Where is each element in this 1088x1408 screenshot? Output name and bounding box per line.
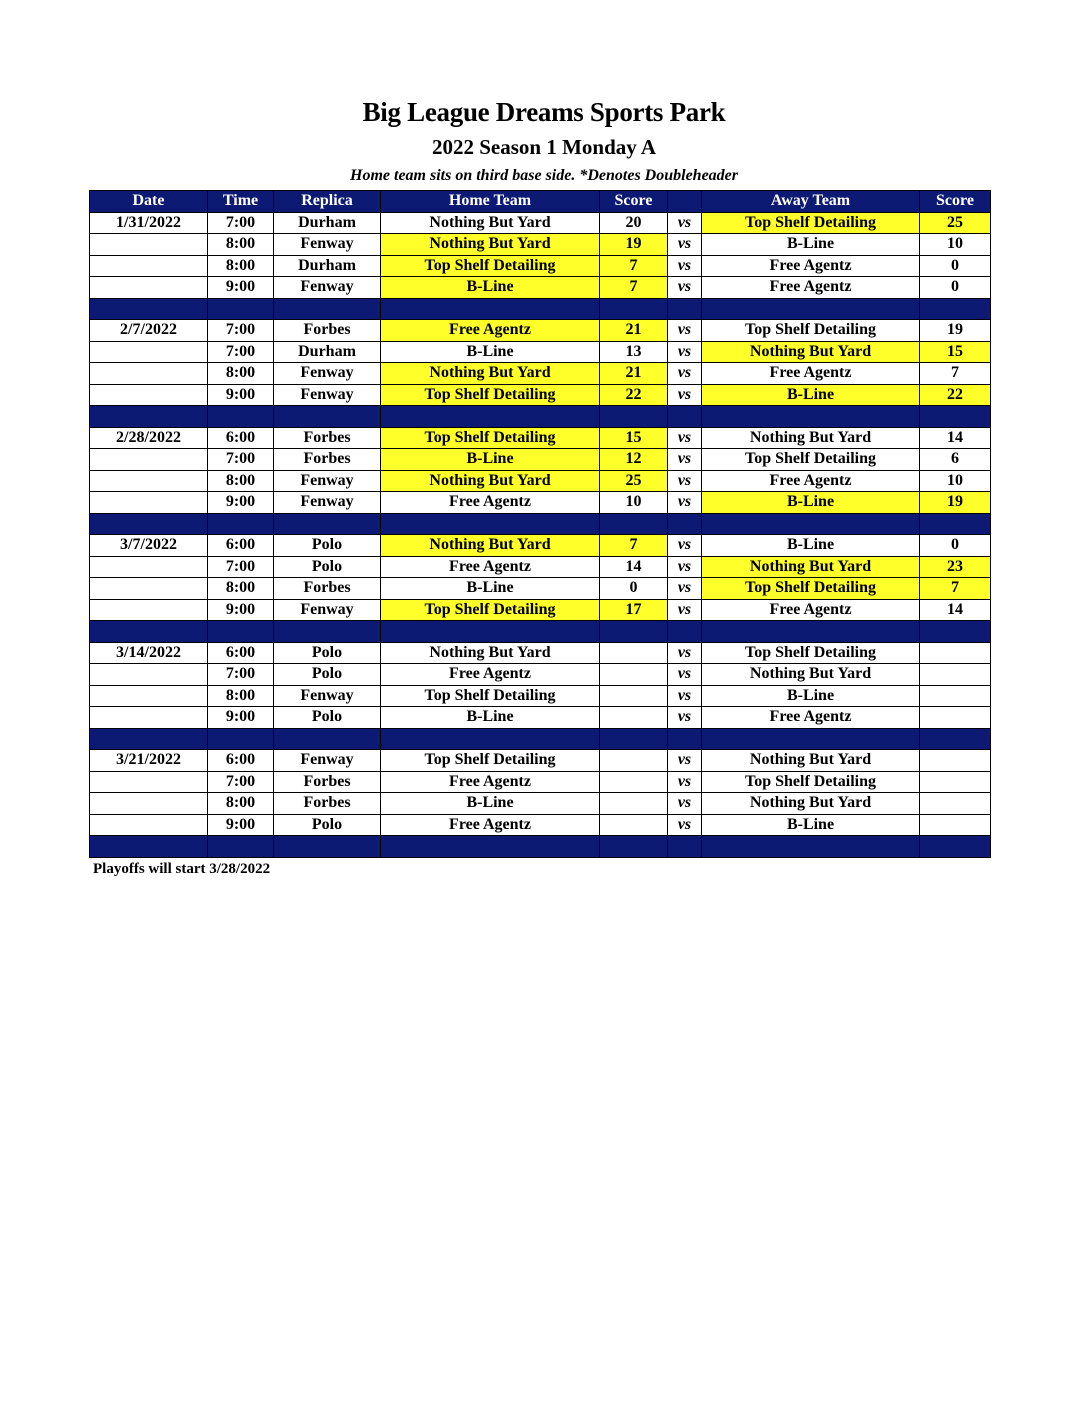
date-cell <box>90 341 208 363</box>
replica-field-cell: Forbes <box>274 578 381 600</box>
replica-field-cell: Forbes <box>274 793 381 815</box>
home-score-cell <box>600 771 668 793</box>
replica-field-cell: Fenway <box>274 470 381 492</box>
replica-field-cell: Fenway <box>274 492 381 514</box>
separator-cell <box>90 621 208 643</box>
date-cell: 3/7/2022 <box>90 535 208 557</box>
away-team-cell: Free Agentz <box>702 599 920 621</box>
away-score-cell: 22 <box>920 384 991 406</box>
time-cell: 6:00 <box>208 427 274 449</box>
away-team-cell: B-Line <box>702 685 920 707</box>
vs-cell: vs <box>668 212 702 234</box>
separator-cell <box>208 728 274 750</box>
separator-cell <box>90 298 208 320</box>
separator-cell <box>920 728 991 750</box>
separator-cell <box>381 728 600 750</box>
away-score-cell <box>920 707 991 729</box>
time-cell: 7:00 <box>208 556 274 578</box>
week-separator-row <box>90 298 991 320</box>
vs-cell: vs <box>668 234 702 256</box>
home-team-cell: Nothing But Yard <box>381 212 600 234</box>
separator-cell <box>208 621 274 643</box>
vs-cell: vs <box>668 492 702 514</box>
away-score-cell <box>920 750 991 772</box>
game-row <box>90 449 991 471</box>
time-cell: 7:00 <box>208 341 274 363</box>
replica-field-cell: Polo <box>274 814 381 836</box>
separator-cell <box>274 513 381 535</box>
time-cell: 9:00 <box>208 492 274 514</box>
home-team-cell: B-Line <box>381 449 600 471</box>
date-cell <box>90 492 208 514</box>
game-row <box>90 664 991 686</box>
date-cell: 2/7/2022 <box>90 320 208 342</box>
week-separator-row <box>90 406 991 428</box>
separator-cell <box>208 406 274 428</box>
vs-cell: vs <box>668 664 702 686</box>
away-score-cell: 15 <box>920 341 991 363</box>
separator-cell <box>208 513 274 535</box>
home-score-cell: 7 <box>600 535 668 557</box>
vs-cell: vs <box>668 449 702 471</box>
replica-field-cell: Fenway <box>274 750 381 772</box>
time-cell: 7:00 <box>208 664 274 686</box>
home-team-cell: B-Line <box>381 793 600 815</box>
home-score-cell: 12 <box>600 449 668 471</box>
home-team-cell: B-Line <box>381 341 600 363</box>
separator-cell <box>600 836 668 858</box>
replica-field-cell: Forbes <box>274 427 381 449</box>
away-score-cell: 10 <box>920 470 991 492</box>
home-team-cell: Nothing But Yard <box>381 535 600 557</box>
home-score-cell: 13 <box>600 341 668 363</box>
home-team-cell: Top Shelf Detailing <box>381 599 600 621</box>
date-cell <box>90 234 208 256</box>
vs-cell: vs <box>668 535 702 557</box>
home-score-cell: 19 <box>600 234 668 256</box>
date-cell <box>90 556 208 578</box>
home-score-cell: 10 <box>600 492 668 514</box>
away-score-cell: 0 <box>920 255 991 277</box>
separator-cell <box>600 513 668 535</box>
time-cell: 6:00 <box>208 535 274 557</box>
away-team-cell: Nothing But Yard <box>702 341 920 363</box>
away-score-cell: 7 <box>920 363 991 385</box>
vs-cell: vs <box>668 363 702 385</box>
header-row <box>90 191 991 213</box>
replica-field-cell: Forbes <box>274 320 381 342</box>
away-score-cell: 19 <box>920 492 991 514</box>
separator-cell <box>274 621 381 643</box>
vs-cell: vs <box>668 814 702 836</box>
replica-field-cell: Polo <box>274 664 381 686</box>
game-row <box>90 535 991 557</box>
home-team-cell: Free Agentz <box>381 320 600 342</box>
separator-cell <box>381 513 600 535</box>
away-score-cell: 14 <box>920 599 991 621</box>
replica-field-cell: Fenway <box>274 685 381 707</box>
home-score-cell: 25 <box>600 470 668 492</box>
date-cell <box>90 384 208 406</box>
time-cell: 8:00 <box>208 363 274 385</box>
date-cell <box>90 664 208 686</box>
date-cell <box>90 363 208 385</box>
separator-cell <box>702 513 920 535</box>
time-cell: 9:00 <box>208 277 274 299</box>
vs-cell: vs <box>668 793 702 815</box>
separator-cell <box>90 728 208 750</box>
home-score-cell: 7 <box>600 277 668 299</box>
separator-cell <box>274 836 381 858</box>
time-cell: 7:00 <box>208 320 274 342</box>
away-team-cell: B-Line <box>702 234 920 256</box>
game-row <box>90 578 991 600</box>
away-score-cell: 10 <box>920 234 991 256</box>
date-cell <box>90 255 208 277</box>
time-cell: 8:00 <box>208 578 274 600</box>
home-team-cell: Top Shelf Detailing <box>381 427 600 449</box>
replica-field-cell: Polo <box>274 556 381 578</box>
week-separator-row <box>90 621 991 643</box>
time-cell: 7:00 <box>208 212 274 234</box>
away-score-cell: 14 <box>920 427 991 449</box>
away-score-cell <box>920 814 991 836</box>
away-team-cell: Top Shelf Detailing <box>702 642 920 664</box>
time-cell: 6:00 <box>208 642 274 664</box>
away-team-cell: Free Agentz <box>702 255 920 277</box>
vs-cell: vs <box>668 578 702 600</box>
home-score-cell <box>600 750 668 772</box>
vs-cell: vs <box>668 277 702 299</box>
home-score-cell: 7 <box>600 255 668 277</box>
game-row <box>90 384 991 406</box>
replica-field-cell: Forbes <box>274 771 381 793</box>
home-score-cell <box>600 793 668 815</box>
away-score-cell: 0 <box>920 535 991 557</box>
replica-field-cell: Fenway <box>274 277 381 299</box>
header-home-score: Score <box>600 191 668 213</box>
home-team-cell: Nothing But Yard <box>381 234 600 256</box>
separator-cell <box>702 406 920 428</box>
vs-cell: vs <box>668 750 702 772</box>
away-score-cell <box>920 771 991 793</box>
date-cell <box>90 599 208 621</box>
vs-cell: vs <box>668 642 702 664</box>
date-cell <box>90 793 208 815</box>
away-score-cell <box>920 642 991 664</box>
separator-cell <box>668 513 702 535</box>
away-team-cell: Nothing But Yard <box>702 556 920 578</box>
home-team-cell: Nothing But Yard <box>381 363 600 385</box>
page-title: Big League Dreams Sports Park <box>362 97 726 127</box>
game-row <box>90 556 991 578</box>
separator-cell <box>600 298 668 320</box>
date-cell: 3/14/2022 <box>90 642 208 664</box>
time-cell: 8:00 <box>208 793 274 815</box>
separator-cell <box>668 406 702 428</box>
separator-cell <box>381 836 600 858</box>
separator-cell <box>274 728 381 750</box>
home-team-cell: Free Agentz <box>381 771 600 793</box>
home-score-cell <box>600 664 668 686</box>
home-score-cell: 21 <box>600 363 668 385</box>
separator-cell <box>600 728 668 750</box>
away-team-cell: B-Line <box>702 384 920 406</box>
separator-cell <box>668 836 702 858</box>
date-cell <box>90 707 208 729</box>
vs-cell: vs <box>668 707 702 729</box>
separator-cell <box>90 406 208 428</box>
time-cell: 9:00 <box>208 384 274 406</box>
game-row <box>90 642 991 664</box>
week-separator-row <box>90 728 991 750</box>
vs-cell: vs <box>668 341 702 363</box>
header-home-team: Home Team <box>381 191 600 213</box>
home-team-cell: B-Line <box>381 578 600 600</box>
away-team-cell: Top Shelf Detailing <box>702 212 920 234</box>
header-replica: Replica <box>274 191 381 213</box>
vs-cell: vs <box>668 599 702 621</box>
replica-field-cell: Durham <box>274 341 381 363</box>
separator-cell <box>90 836 208 858</box>
replica-field-cell: Fenway <box>274 234 381 256</box>
separator-cell <box>920 406 991 428</box>
date-cell <box>90 771 208 793</box>
date-cell: 3/21/2022 <box>90 750 208 772</box>
game-row <box>90 277 991 299</box>
date-cell <box>90 277 208 299</box>
time-cell: 8:00 <box>208 255 274 277</box>
time-cell: 9:00 <box>208 814 274 836</box>
away-team-cell: B-Line <box>702 814 920 836</box>
game-row <box>90 750 991 772</box>
away-team-cell: Top Shelf Detailing <box>702 320 920 342</box>
game-row <box>90 427 991 449</box>
game-row <box>90 470 991 492</box>
time-cell: 7:00 <box>208 449 274 471</box>
away-score-cell <box>920 685 991 707</box>
replica-field-cell: Fenway <box>274 363 381 385</box>
game-row <box>90 212 991 234</box>
schedule-table <box>89 190 991 858</box>
separator-cell <box>90 513 208 535</box>
header-time: Time <box>208 191 274 213</box>
separator-cell <box>702 836 920 858</box>
away-team-cell: Free Agentz <box>702 470 920 492</box>
week-separator-row <box>90 836 991 858</box>
home-score-cell: 15 <box>600 427 668 449</box>
game-row <box>90 599 991 621</box>
away-score-cell: 19 <box>920 320 991 342</box>
game-row <box>90 707 991 729</box>
away-score-cell: 0 <box>920 277 991 299</box>
time-cell: 9:00 <box>208 599 274 621</box>
home-score-cell: 17 <box>600 599 668 621</box>
away-score-cell <box>920 793 991 815</box>
home-score-cell: 0 <box>600 578 668 600</box>
home-team-cell: Top Shelf Detailing <box>381 685 600 707</box>
away-team-cell: Top Shelf Detailing <box>702 449 920 471</box>
home-score-cell <box>600 642 668 664</box>
vs-cell: vs <box>668 255 702 277</box>
home-team-cell: Free Agentz <box>381 492 600 514</box>
away-score-cell: 23 <box>920 556 991 578</box>
separator-cell <box>702 298 920 320</box>
separator-cell <box>381 621 600 643</box>
header-date: Date <box>90 191 208 213</box>
home-score-cell: 14 <box>600 556 668 578</box>
time-cell: 6:00 <box>208 750 274 772</box>
header-away-team: Away Team <box>702 191 920 213</box>
vs-cell: vs <box>668 427 702 449</box>
replica-field-cell: Polo <box>274 642 381 664</box>
date-cell <box>90 814 208 836</box>
separator-cell <box>208 298 274 320</box>
game-row <box>90 363 991 385</box>
date-cell <box>90 449 208 471</box>
game-row <box>90 492 991 514</box>
separator-cell <box>274 298 381 320</box>
game-row <box>90 814 991 836</box>
date-cell: 2/28/2022 <box>90 427 208 449</box>
home-score-cell <box>600 814 668 836</box>
time-cell: 8:00 <box>208 685 274 707</box>
vs-cell: vs <box>668 556 702 578</box>
header-vs <box>668 191 702 213</box>
home-team-cell: B-Line <box>381 707 600 729</box>
page-subtitle: 2022 Season 1 Monday A <box>431 135 657 159</box>
home-team-cell: Nothing But Yard <box>381 642 600 664</box>
separator-cell <box>920 513 991 535</box>
away-team-cell: Top Shelf Detailing <box>702 771 920 793</box>
home-team-cell: B-Line <box>381 277 600 299</box>
date-cell <box>90 685 208 707</box>
home-team-cell: Free Agentz <box>381 814 600 836</box>
separator-cell <box>600 621 668 643</box>
away-team-cell: B-Line <box>702 535 920 557</box>
separator-cell <box>920 621 991 643</box>
separator-cell <box>208 836 274 858</box>
away-team-cell: Free Agentz <box>702 363 920 385</box>
time-cell: 8:00 <box>208 470 274 492</box>
replica-field-cell: Forbes <box>274 449 381 471</box>
vs-cell: vs <box>668 685 702 707</box>
separator-cell <box>920 836 991 858</box>
game-row <box>90 793 991 815</box>
time-cell: 8:00 <box>208 234 274 256</box>
vs-cell: vs <box>668 384 702 406</box>
away-team-cell: Free Agentz <box>702 707 920 729</box>
time-cell: 9:00 <box>208 707 274 729</box>
away-team-cell: Nothing But Yard <box>702 664 920 686</box>
home-team-cell: Top Shelf Detailing <box>381 255 600 277</box>
separator-cell <box>920 298 991 320</box>
separator-cell <box>381 298 600 320</box>
separator-cell <box>702 728 920 750</box>
schedule-body <box>90 212 991 857</box>
playoffs-note: Playoffs will start 3/28/2022 <box>93 861 271 877</box>
away-team-cell: Nothing But Yard <box>702 793 920 815</box>
separator-cell <box>381 406 600 428</box>
replica-field-cell: Fenway <box>274 384 381 406</box>
away-team-cell: Nothing But Yard <box>702 427 920 449</box>
schedule-note: Home team sits on third base side. *Denotes Doubleheader <box>350 167 738 184</box>
home-score-cell: 20 <box>600 212 668 234</box>
game-row <box>90 320 991 342</box>
home-score-cell <box>600 685 668 707</box>
date-cell <box>90 470 208 492</box>
home-score-cell: 22 <box>600 384 668 406</box>
game-row <box>90 685 991 707</box>
separator-cell <box>702 621 920 643</box>
vs-cell: vs <box>668 771 702 793</box>
separator-cell <box>274 406 381 428</box>
replica-field-cell: Durham <box>274 212 381 234</box>
away-team-cell: Nothing But Yard <box>702 750 920 772</box>
home-score-cell: 21 <box>600 320 668 342</box>
date-cell <box>90 578 208 600</box>
separator-cell <box>668 298 702 320</box>
separator-cell <box>668 621 702 643</box>
away-score-cell: 25 <box>920 212 991 234</box>
away-team-cell: B-Line <box>702 492 920 514</box>
time-cell: 7:00 <box>208 771 274 793</box>
date-cell: 1/31/2022 <box>90 212 208 234</box>
week-separator-row <box>90 513 991 535</box>
vs-cell: vs <box>668 320 702 342</box>
game-row <box>90 255 991 277</box>
home-team-cell: Nothing But Yard <box>381 470 600 492</box>
replica-field-cell: Polo <box>274 707 381 729</box>
home-team-cell: Top Shelf Detailing <box>381 384 600 406</box>
away-score-cell <box>920 664 991 686</box>
replica-field-cell: Polo <box>274 535 381 557</box>
game-row <box>90 234 991 256</box>
away-team-cell: Free Agentz <box>702 277 920 299</box>
game-row <box>90 771 991 793</box>
away-team-cell: Top Shelf Detailing <box>702 578 920 600</box>
game-row <box>90 341 991 363</box>
replica-field-cell: Durham <box>274 255 381 277</box>
away-score-cell: 6 <box>920 449 991 471</box>
header-away-score: Score <box>920 191 991 213</box>
home-team-cell: Free Agentz <box>381 664 600 686</box>
separator-cell <box>600 406 668 428</box>
separator-cell <box>668 728 702 750</box>
home-team-cell: Top Shelf Detailing <box>381 750 600 772</box>
home-team-cell: Free Agentz <box>381 556 600 578</box>
replica-field-cell: Fenway <box>274 599 381 621</box>
away-score-cell: 7 <box>920 578 991 600</box>
vs-cell: vs <box>668 470 702 492</box>
home-score-cell <box>600 707 668 729</box>
